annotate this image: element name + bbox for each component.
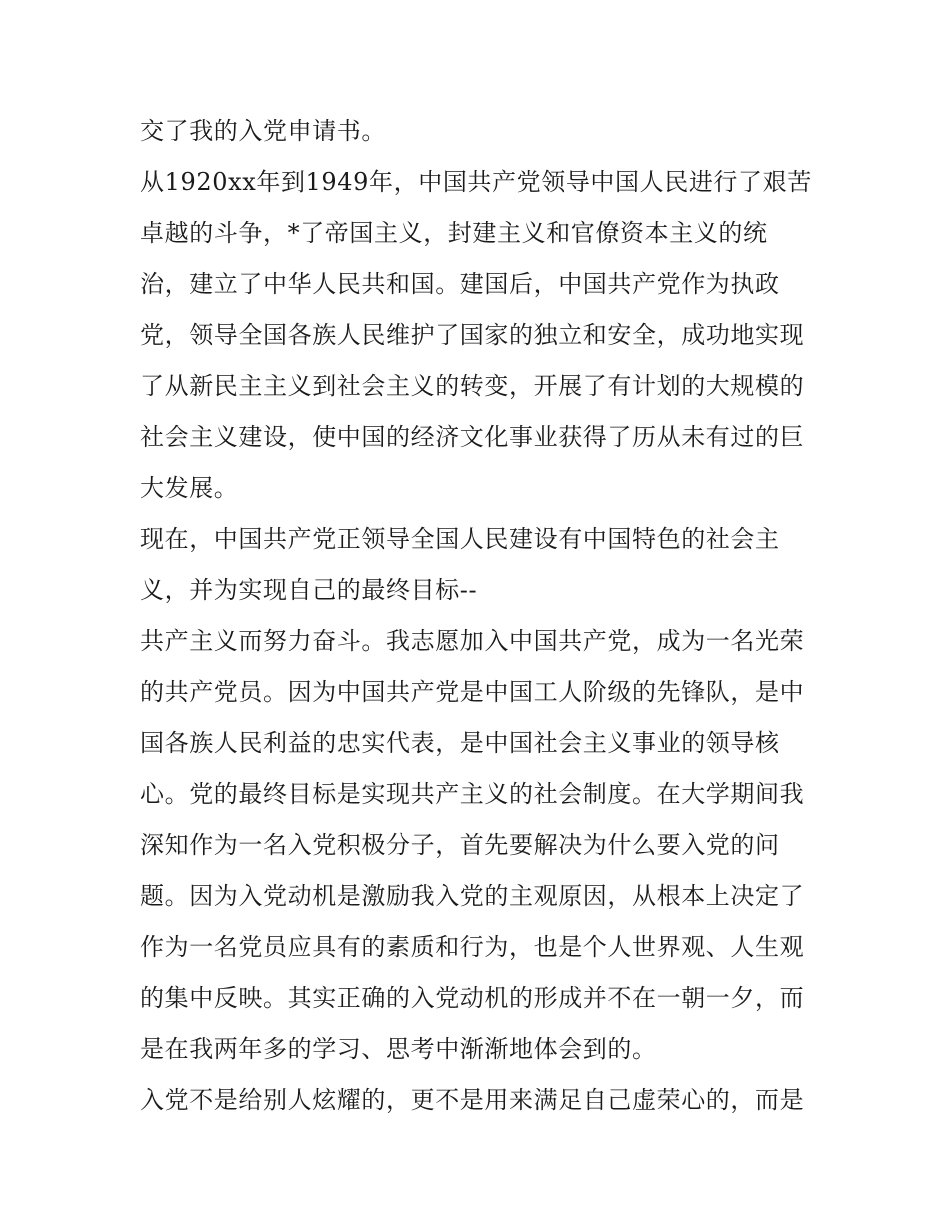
text-line: 是在我两年多的学习、思考中渐渐地体会到的。: [140, 1035, 657, 1063]
text-line: 作为一名党员应具有的素质和行为，也是个人世界观、人生观: [140, 933, 805, 961]
text-line: 国各族人民利益的忠实代表，是中国社会主义事业的领导核: [140, 729, 780, 757]
text-line: 义，并为实现自己的最终目标--: [140, 576, 478, 604]
text-line: 交了我的入党申请书。: [140, 117, 386, 145]
text-line: 入党不是给别人炫耀的，更不是用来满足自己虚荣心的，而是: [140, 1086, 805, 1114]
text-line: 治，建立了中华人民共和国。建国后，中国共产党作为执政: [140, 270, 780, 298]
text-line: 卓越的斗争，*了帝国主义，封建主义和官僚资本主义的统: [140, 219, 768, 247]
text-line: 的集中反映。其实正确的入党动机的形成并不在一朝一夕，而: [140, 984, 805, 1012]
text-line: 题。因为入党动机是激励我入党的主观原因，从根本上决定了: [140, 882, 805, 910]
text-line: 深知作为一名入党积极分子，首先要解决为什么要入党的问: [140, 831, 780, 859]
text-line: 心。党的最终目标是实现共产主义的社会制度。在大学期间我: [140, 780, 805, 808]
text-line: 党，领导全国各族人民维护了国家的独立和安全，成功地实现: [140, 321, 805, 349]
text-line: 大发展。: [140, 474, 239, 502]
text-line: 现在，中国共产党正领导全国人民建设有中国特色的社会主: [140, 525, 780, 553]
text-line: 共产主义而努力奋斗。我志愿加入中国共产党，成为一名光荣: [140, 627, 805, 655]
text-line: 社会主义建设，使中国的经济文化事业获得了历从未有过的巨: [140, 423, 805, 451]
text-line: 了从新民主主义到社会主义的转变，开展了有计划的大规模的: [140, 372, 805, 400]
text-line: 的共产党员。因为中国共产党是中国工人阶级的先锋队，是中: [140, 678, 805, 706]
body-text: [140, 106, 820, 1126]
text-line: 从1920xx年到1949年，中国共产党领导中国人民进行了艰苦: [140, 168, 812, 196]
